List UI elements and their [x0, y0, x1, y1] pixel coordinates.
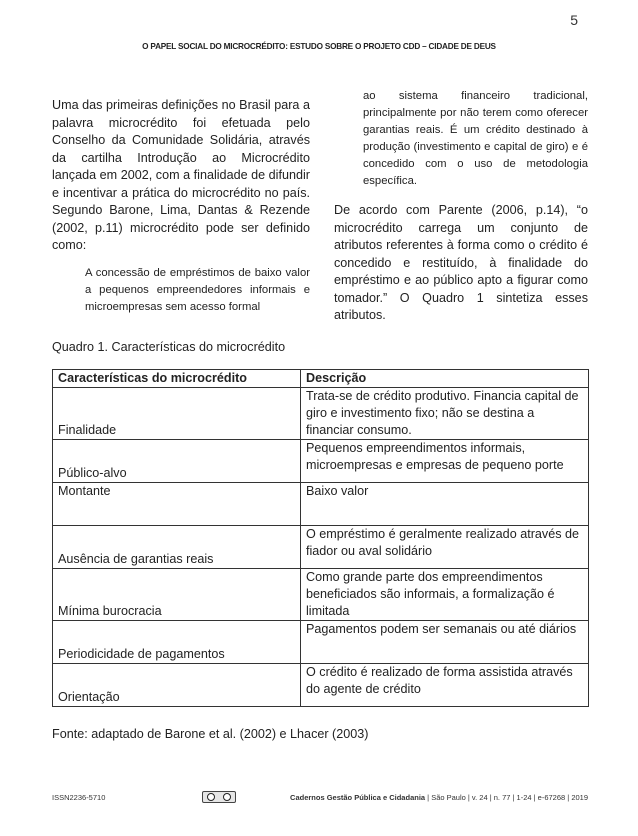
journal-details: | São Paulo | v. 24 | n. 77 | 1-24 | e-67268 | 2019: [427, 793, 588, 802]
table-row: [53, 483, 589, 526]
creative-commons-by-icon: [202, 791, 236, 803]
table-row: [53, 569, 589, 621]
cc-icon: [207, 793, 215, 801]
table-header-row: [53, 370, 589, 388]
block-quote-end: ao sistema financeiro tradicional, principalmente por não terem como oferecer garantias reais. É um crédito destinado à produção (investimento e capital de giro) e é concedido com o uso de metodologia específica.: [363, 90, 588, 187]
characteristic-cell: Orientação: [53, 664, 301, 707]
header-characteristic: Características do microcrédito: [53, 370, 301, 388]
description-cell: Pequenos empreendimentos informais, microempresas e empresas de pequeno porte: [301, 440, 589, 483]
description-cell: Como grande parte dos empreendimentos beneficiados são informais, a formalização é limitada: [301, 569, 589, 621]
table-row: [53, 440, 589, 483]
table-source: Fonte: adaptado de Barone et al. (2002) e Lhacer (2003): [52, 727, 369, 741]
left-column: [52, 97, 310, 316]
characteristic-cell: Mínima burocracia: [53, 569, 301, 621]
description-cell: Trata-se de crédito produtivo. Financia capital de giro e investimento fixo; não se destina a financiar consumo.: [301, 388, 589, 440]
characteristic-cell: Ausência de garantias reais: [53, 526, 301, 569]
footer-issn: ISSN2236-5710: [52, 793, 106, 802]
table-row: [53, 388, 589, 440]
description-cell: O empréstimo é geralmente realizado através de fiador ou aval solidário: [301, 526, 589, 569]
description-cell: O crédito é realizado de forma assistida através do agente de crédito: [301, 664, 589, 707]
description-cell: Baixo valor: [301, 483, 589, 526]
by-icon: [223, 793, 231, 801]
header-description: Descrição: [301, 370, 589, 388]
table-caption: Quadro 1. Características do microcrédito: [52, 340, 286, 354]
block-quote-start: A concessão de empréstimos de baixo valor a pequenos empreendedores informais e microempresas sem acesso formal: [85, 266, 310, 313]
table-row: [53, 621, 589, 664]
footer-journal: [290, 793, 588, 802]
running-header: O PAPEL SOCIAL DO MICROCRÉDITO: ESTUDO SOBRE O PROJETO CDD – CIDADE DE DEUS: [142, 42, 496, 51]
page-number: 5: [570, 12, 578, 28]
characteristic-cell: Montante: [53, 483, 301, 526]
journal-name: Cadernos Gestão Pública e Cidadania: [290, 793, 426, 802]
description-cell: Pagamentos podem ser semanais ou até diários: [301, 621, 589, 664]
parente-paragraph: De acordo com Parente (2006, p.14), “o microcrédito carrega um conjunto de atributos referentes à forma como o crédito é concedido e restituído, à finalidade do empréstimo e ao público apto a figurar como tomador.” O Quadro 1 sintetiza esses atributos.: [334, 203, 588, 322]
characteristic-cell: Público-alvo: [53, 440, 301, 483]
characteristic-cell: Finalidade: [53, 388, 301, 440]
table-row: [53, 526, 589, 569]
characteristic-cell: Periodicidade de pagamentos: [53, 621, 301, 664]
table-row: [53, 664, 589, 707]
microcredit-table: [52, 369, 589, 707]
right-column: [334, 88, 588, 325]
intro-paragraph: Uma das primeiras definições no Brasil para a palavra microcrédito foi efetuada pelo Conselho da Comunidade Solidária, através da cartilha Introdução ao Microcrédito lançada em 2002, com a finalidade de difundir e incentivar a prática do microcrédito no país. Segundo Barone, Lima, Dantas & Rezende (2002, p.11) microcrédito pode ser definido como:: [52, 98, 310, 252]
